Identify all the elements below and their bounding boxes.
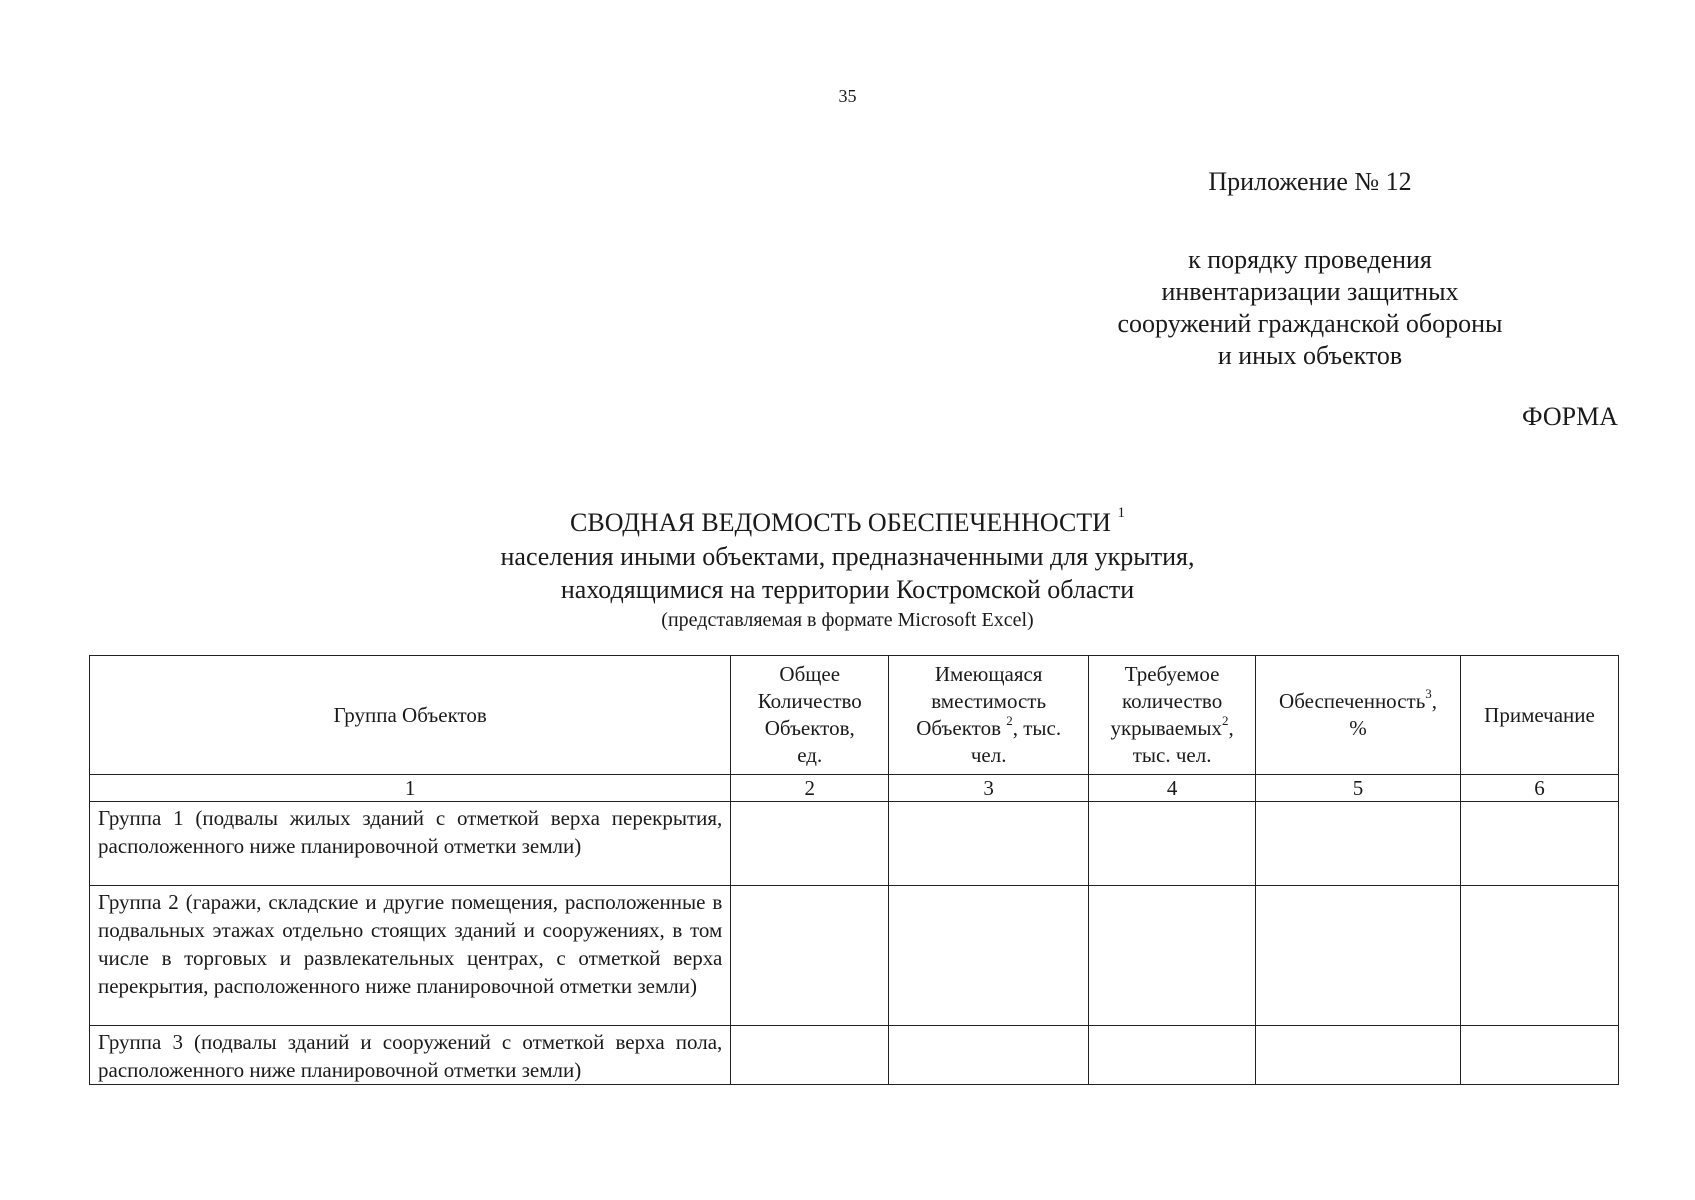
annex-title: Приложение № 12 xyxy=(1208,167,1412,196)
header-text: укрываемых xyxy=(1110,716,1222,740)
required-cell[interactable] xyxy=(1089,886,1256,1026)
provision-cell[interactable] xyxy=(1256,802,1461,886)
title-footnote-mark: 1 xyxy=(1117,505,1125,521)
required-cell[interactable] xyxy=(1089,1026,1256,1085)
table-row xyxy=(90,1026,1619,1085)
header-text: Требуемое xyxy=(1124,662,1220,686)
header-row xyxy=(90,656,1619,775)
header-note: Примечание xyxy=(1461,656,1619,775)
header-capacity xyxy=(889,656,1089,775)
group-cell: Группа 1 (подвалы жилых зданий с отметкой верха перекрытия, расположенного ниже планировочной отметки земли) xyxy=(90,802,731,886)
header-text xyxy=(897,715,1080,742)
header-text: , xyxy=(1431,689,1438,713)
document-heading xyxy=(0,496,1695,634)
header-text: , xyxy=(1228,716,1234,740)
header-provision xyxy=(1256,656,1461,775)
header-text: Количество xyxy=(757,689,862,713)
form-label: ФОРМА xyxy=(1522,402,1618,431)
header-group: Группа Объектов xyxy=(90,656,731,775)
header-text: Имеющаяся xyxy=(934,662,1043,686)
required-cell[interactable] xyxy=(1089,802,1256,886)
header-text xyxy=(1097,715,1247,742)
header-text: чел. xyxy=(970,743,1007,767)
annex-subtitle xyxy=(1060,244,1560,372)
note-cell[interactable] xyxy=(1461,886,1619,1026)
table-row xyxy=(90,802,1619,886)
header-text: Общее xyxy=(779,662,841,686)
header-text xyxy=(1264,688,1452,715)
column-number: 5 xyxy=(1256,775,1461,802)
capacity-cell[interactable] xyxy=(889,886,1089,1026)
column-number: 6 xyxy=(1461,775,1619,802)
header-required xyxy=(1089,656,1256,775)
footnote-mark: 2 xyxy=(1221,713,1229,728)
annex-subtitle-line: сооружений гражданской обороны xyxy=(1117,309,1503,338)
column-number: 3 xyxy=(889,775,1089,802)
note-cell[interactable] xyxy=(1461,802,1619,886)
capacity-cell[interactable] xyxy=(889,802,1089,886)
header-text: % xyxy=(1349,716,1367,740)
group-cell: Группа 3 (подвалы зданий и сооружений с отметкой верха пола, расположенного ниже планировочной отметки земли) xyxy=(90,1026,731,1085)
column-number: 4 xyxy=(1089,775,1256,802)
annex-subtitle-line: к порядку проведения xyxy=(1188,245,1432,274)
total-count-cell[interactable] xyxy=(731,886,889,1026)
header-text: Обеспеченность xyxy=(1279,689,1426,713)
header-text: вместимость xyxy=(931,689,1047,713)
document-subtitle-line-1: населения иными объектами, предназначенными для укрытия, xyxy=(500,542,1195,571)
document-title: СВОДНАЯ ВЕДОМОСТЬ ОБЕСПЕЧЕННОСТИ xyxy=(570,508,1111,537)
header-total-count xyxy=(731,656,889,775)
footnote-mark: 3 xyxy=(1425,686,1432,701)
annex-subtitle-line: инвентаризации защитных xyxy=(1161,277,1459,306)
header-text: ед. xyxy=(797,743,823,767)
note-cell[interactable] xyxy=(1461,1026,1619,1085)
column-number: 2 xyxy=(731,775,889,802)
summary-table xyxy=(89,655,1619,1085)
header-text: Объектов, xyxy=(764,716,855,740)
column-number-row xyxy=(90,775,1619,802)
total-count-cell[interactable] xyxy=(731,1026,889,1085)
footnote-mark: 2 xyxy=(1006,713,1013,728)
total-count-cell[interactable] xyxy=(731,802,889,886)
header-text: , тыс. xyxy=(1012,716,1062,740)
provision-cell[interactable] xyxy=(1256,1026,1461,1085)
document-title-line xyxy=(0,496,1695,540)
capacity-cell[interactable] xyxy=(889,1026,1089,1085)
format-note: (представляемая в формате Microsoft Excel) xyxy=(661,609,1034,631)
column-number: 1 xyxy=(90,775,731,802)
provision-cell[interactable] xyxy=(1256,886,1461,1026)
header-text: тыс. чел. xyxy=(1132,743,1212,767)
document-subtitle-line-2: находящимися на территории Костромской области xyxy=(560,575,1135,604)
page-number: 35 xyxy=(838,86,857,106)
header-text: количество xyxy=(1121,689,1223,713)
group-cell: Группа 2 (гаражи, складские и другие помещения, расположенные в подвальных этажах отдельно стоящих зданий и сооружениях, в том числе в торговых и развлекательных центрах, с отметкой верха перекрытия, расположенного ниже планировочной отметки земли) xyxy=(90,886,731,1026)
table-row xyxy=(90,886,1619,1026)
header-text: Объектов xyxy=(916,716,1007,740)
annex-subtitle-line: и иных объектов xyxy=(1217,341,1403,370)
